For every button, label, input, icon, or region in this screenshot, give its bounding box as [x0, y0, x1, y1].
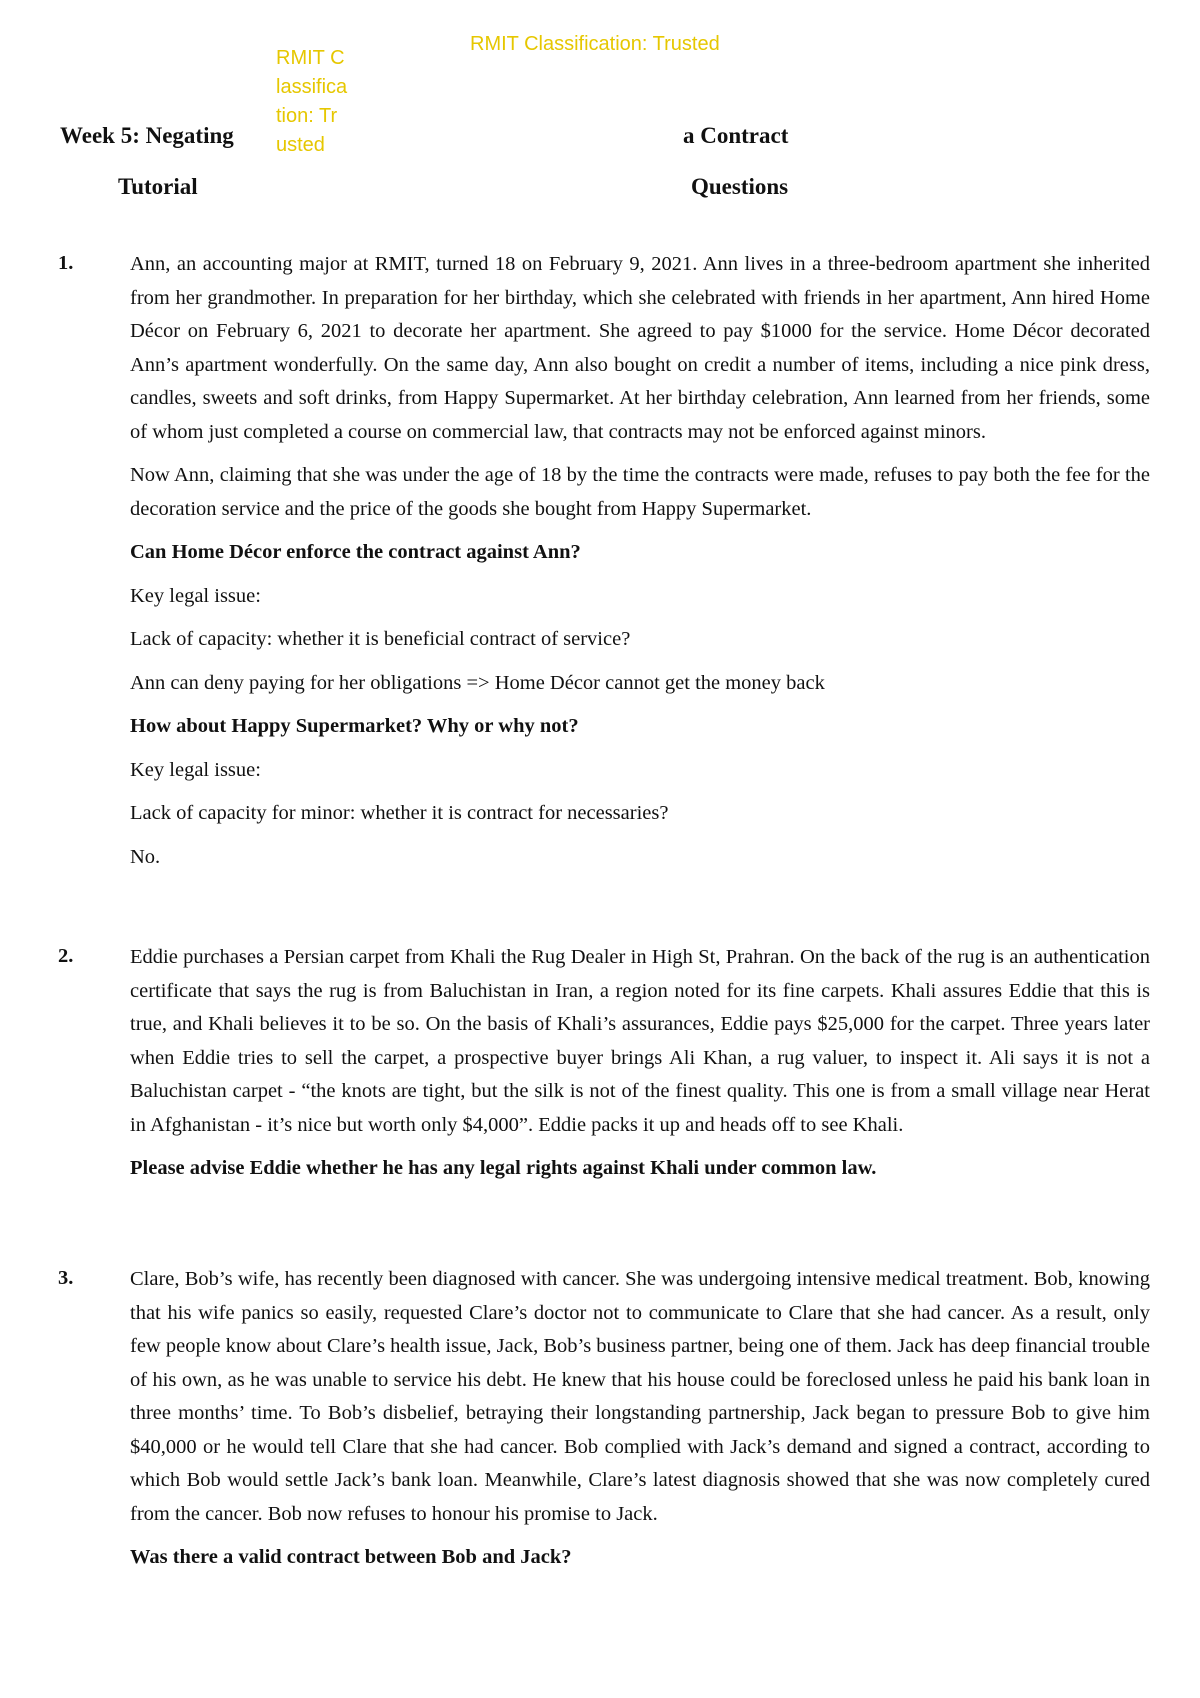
question-1-answer-b-line-3: No. — [130, 845, 161, 868]
question-1-answer-b-line-1: Key legal issue: — [130, 758, 261, 781]
question-1-answer-b-line-2: Lack of capacity for minor: whether it is contract for necessaries? — [130, 802, 669, 824]
question-3-paragraph: Clare, Bob’s wife, has recently been diagnosed with cancer. She was undergoing intensive medical treatment. Bob, knowing that his wife panics so easily, requested Clare’s doctor not to communicate to Clare that she had cancer. As a result, only few people know about Clare’s health issue, Jack, Bob’s business partner, being one of them. Jack has deep financial trouble of his own, as he was unable to service his debt. He knew that his house could be foreclosed unless he paid his bank loan in three months’ time. To Bob’s disbelief, betraying their longstanding partnership, Jack began to pressure Bob to give him $40,000 or he would tell Clare that she had cancer. Bob complied with Jack’s demand and signed a contract, according to which Bob would settle Jack’s bank loan. Meanwhile, Clare’s latest diagnosis showed that she was now completely cured from the cancer. Bob now refuses to honour his promise to Jack. — [130, 1268, 1150, 1525]
question-1 — [130, 248, 1150, 874]
question-3-number: 3. — [58, 1267, 74, 1289]
question-2 — [130, 941, 1150, 1186]
question-1-question-b: How about Happy Supermarket? Why or why not? — [130, 715, 579, 737]
classification-header: RMIT Classification: Trusted — [470, 33, 720, 55]
question-1-answer-a-line-2: Lack of capacity: whether it is beneficial contract of service? — [130, 628, 631, 650]
title-right-line2: Questions — [691, 174, 789, 199]
question-1-answer-a-line-1: Key legal issue: — [130, 584, 261, 607]
question-2-number: 2. — [58, 945, 74, 967]
title-left-line2: Tutorial — [118, 174, 198, 199]
question-1-answer-a-line-3: Ann can deny paying for her obligations => Home Décor cannot get the money back — [130, 671, 825, 694]
question-1-question-a: Can Home Décor enforce the contract against Ann? — [130, 541, 581, 563]
classification-side-label: RMIT Classification: Trusted — [276, 47, 348, 156]
question-2-paragraph: Eddie purchases a Persian carpet from Khali the Rug Dealer in High St, Prahran. On the back of the rug is an authentication certificate that says the rug is from Baluchistan in Iran, a region noted for its fine carpets. Khali assures Eddie that this is true, and Khali believes it to be so. On the basis of Khali’s assurances, Eddie pays $25,000 for the carpet. Three years later when Eddie tries to sell the carpet, a prospective buyer brings Ali Khan, a rug valuer, to inspect it. Ali says it is not a Baluchistan carpet - “the knots are tight, but the silk is not of the finest quality. This one is from a small village near Herat in Afghanistan - it’s nice but worth only $4,000”. Eddie packs it up and heads off to see Khali. — [130, 946, 1150, 1136]
question-2-question: Please advise Eddie whether he has any legal rights against Khali under common law. — [130, 1157, 877, 1179]
title-right-line1: a Contract — [683, 123, 789, 148]
question-3-question: Was there a valid contract between Bob and Jack? — [130, 1546, 572, 1568]
question-3 — [130, 1263, 1150, 1575]
title-left-line1: Week 5: Negating — [60, 123, 234, 148]
question-1-number: 1. — [58, 252, 74, 274]
question-1-paragraph-1: Ann, an accounting major at RMIT, turned 18 on February 9, 2021. Ann lives in a three-bedroom apartment she inherited from her grandmother. In preparation for her birthday, which she celebrated with friends in her apartment, Ann hired Home Décor on February 6, 2021 to decorate her apartment. She agreed to pay $1000 for the service. Home Décor decorated Ann’s apartment wonderfully. On the same day, Ann also bought on credit a number of items, including a nice pink dress, candles, sweets and soft drinks, from Happy Supermarket. At her birthday celebration, Ann learned from her friends, some of whom just completed a course on commercial law, that contracts may not be enforced against minors. — [130, 253, 1150, 443]
question-1-paragraph-2: Now Ann, claiming that she was under the age of 18 by the time the contracts were made, refuses to pay both the fee for the decoration service and the price of the goods she bought from Happy Supermarket. — [130, 464, 1150, 520]
